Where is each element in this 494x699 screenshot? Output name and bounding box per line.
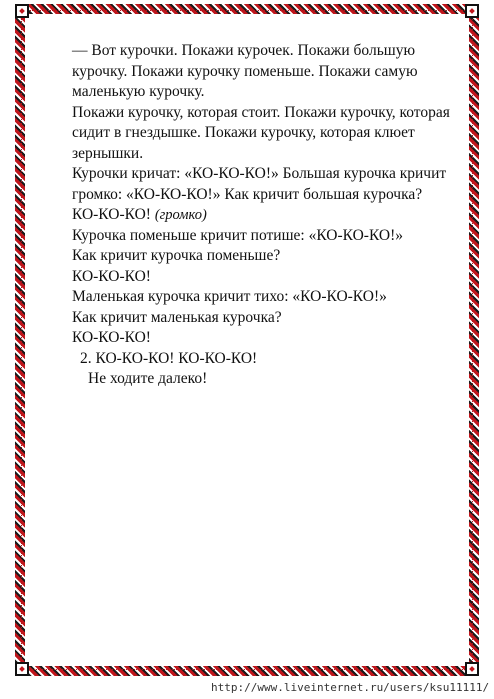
source-url: http://www.liveinternet.ru/users/ksu11111/ — [211, 681, 490, 694]
paragraph-answer-loud — [72, 205, 467, 226]
paragraph-show: Покажи курочку, которая стоит. Покажи курочку, которая сидит в гнездышке. Покажи курочку, которая клюет зернышки. — [72, 103, 450, 162]
paragraph-small: Маленькая курочка кричит тихо: «КО-КО-КО!» — [72, 288, 387, 305]
corner-ornament-bottom-left — [15, 662, 29, 676]
corner-ornament-top-left — [15, 4, 29, 18]
verse-line-2: Не ходите далеко! — [88, 370, 208, 387]
story-text — [72, 41, 467, 390]
verse-line-1: 2. КО-КО-КО! КО-КО-КО! — [80, 349, 258, 367]
question-small: Как кричит маленькая курочка? — [72, 308, 282, 326]
paragraph-intro: — Вот курочки. Покажи курочек. Покажи большую курочку. Покажи курочку поменьше. Покажи самую маленькую курочку. — [72, 42, 418, 100]
loud-note: (громко) — [154, 207, 207, 223]
corner-ornament-top-right — [465, 4, 479, 18]
answer-medium: КО-КО-КО! — [72, 267, 151, 285]
corner-ornament-bottom-right — [465, 662, 479, 676]
answer-text: КО-КО-КО! — [72, 206, 155, 223]
paragraph-medium: Курочка поменьше кричит потише: «КО-КО-КО!» — [72, 226, 404, 244]
question-medium: Как кричит курочка поменьше? — [72, 247, 281, 264]
paragraph-shout: Курочки кричат: «КО-КО-КО!» Большая курочка кричит громко: «КО-КО-КО!» Как кричит большая курочка? — [72, 165, 447, 203]
answer-small: КО-КО-КО! — [72, 329, 151, 346]
